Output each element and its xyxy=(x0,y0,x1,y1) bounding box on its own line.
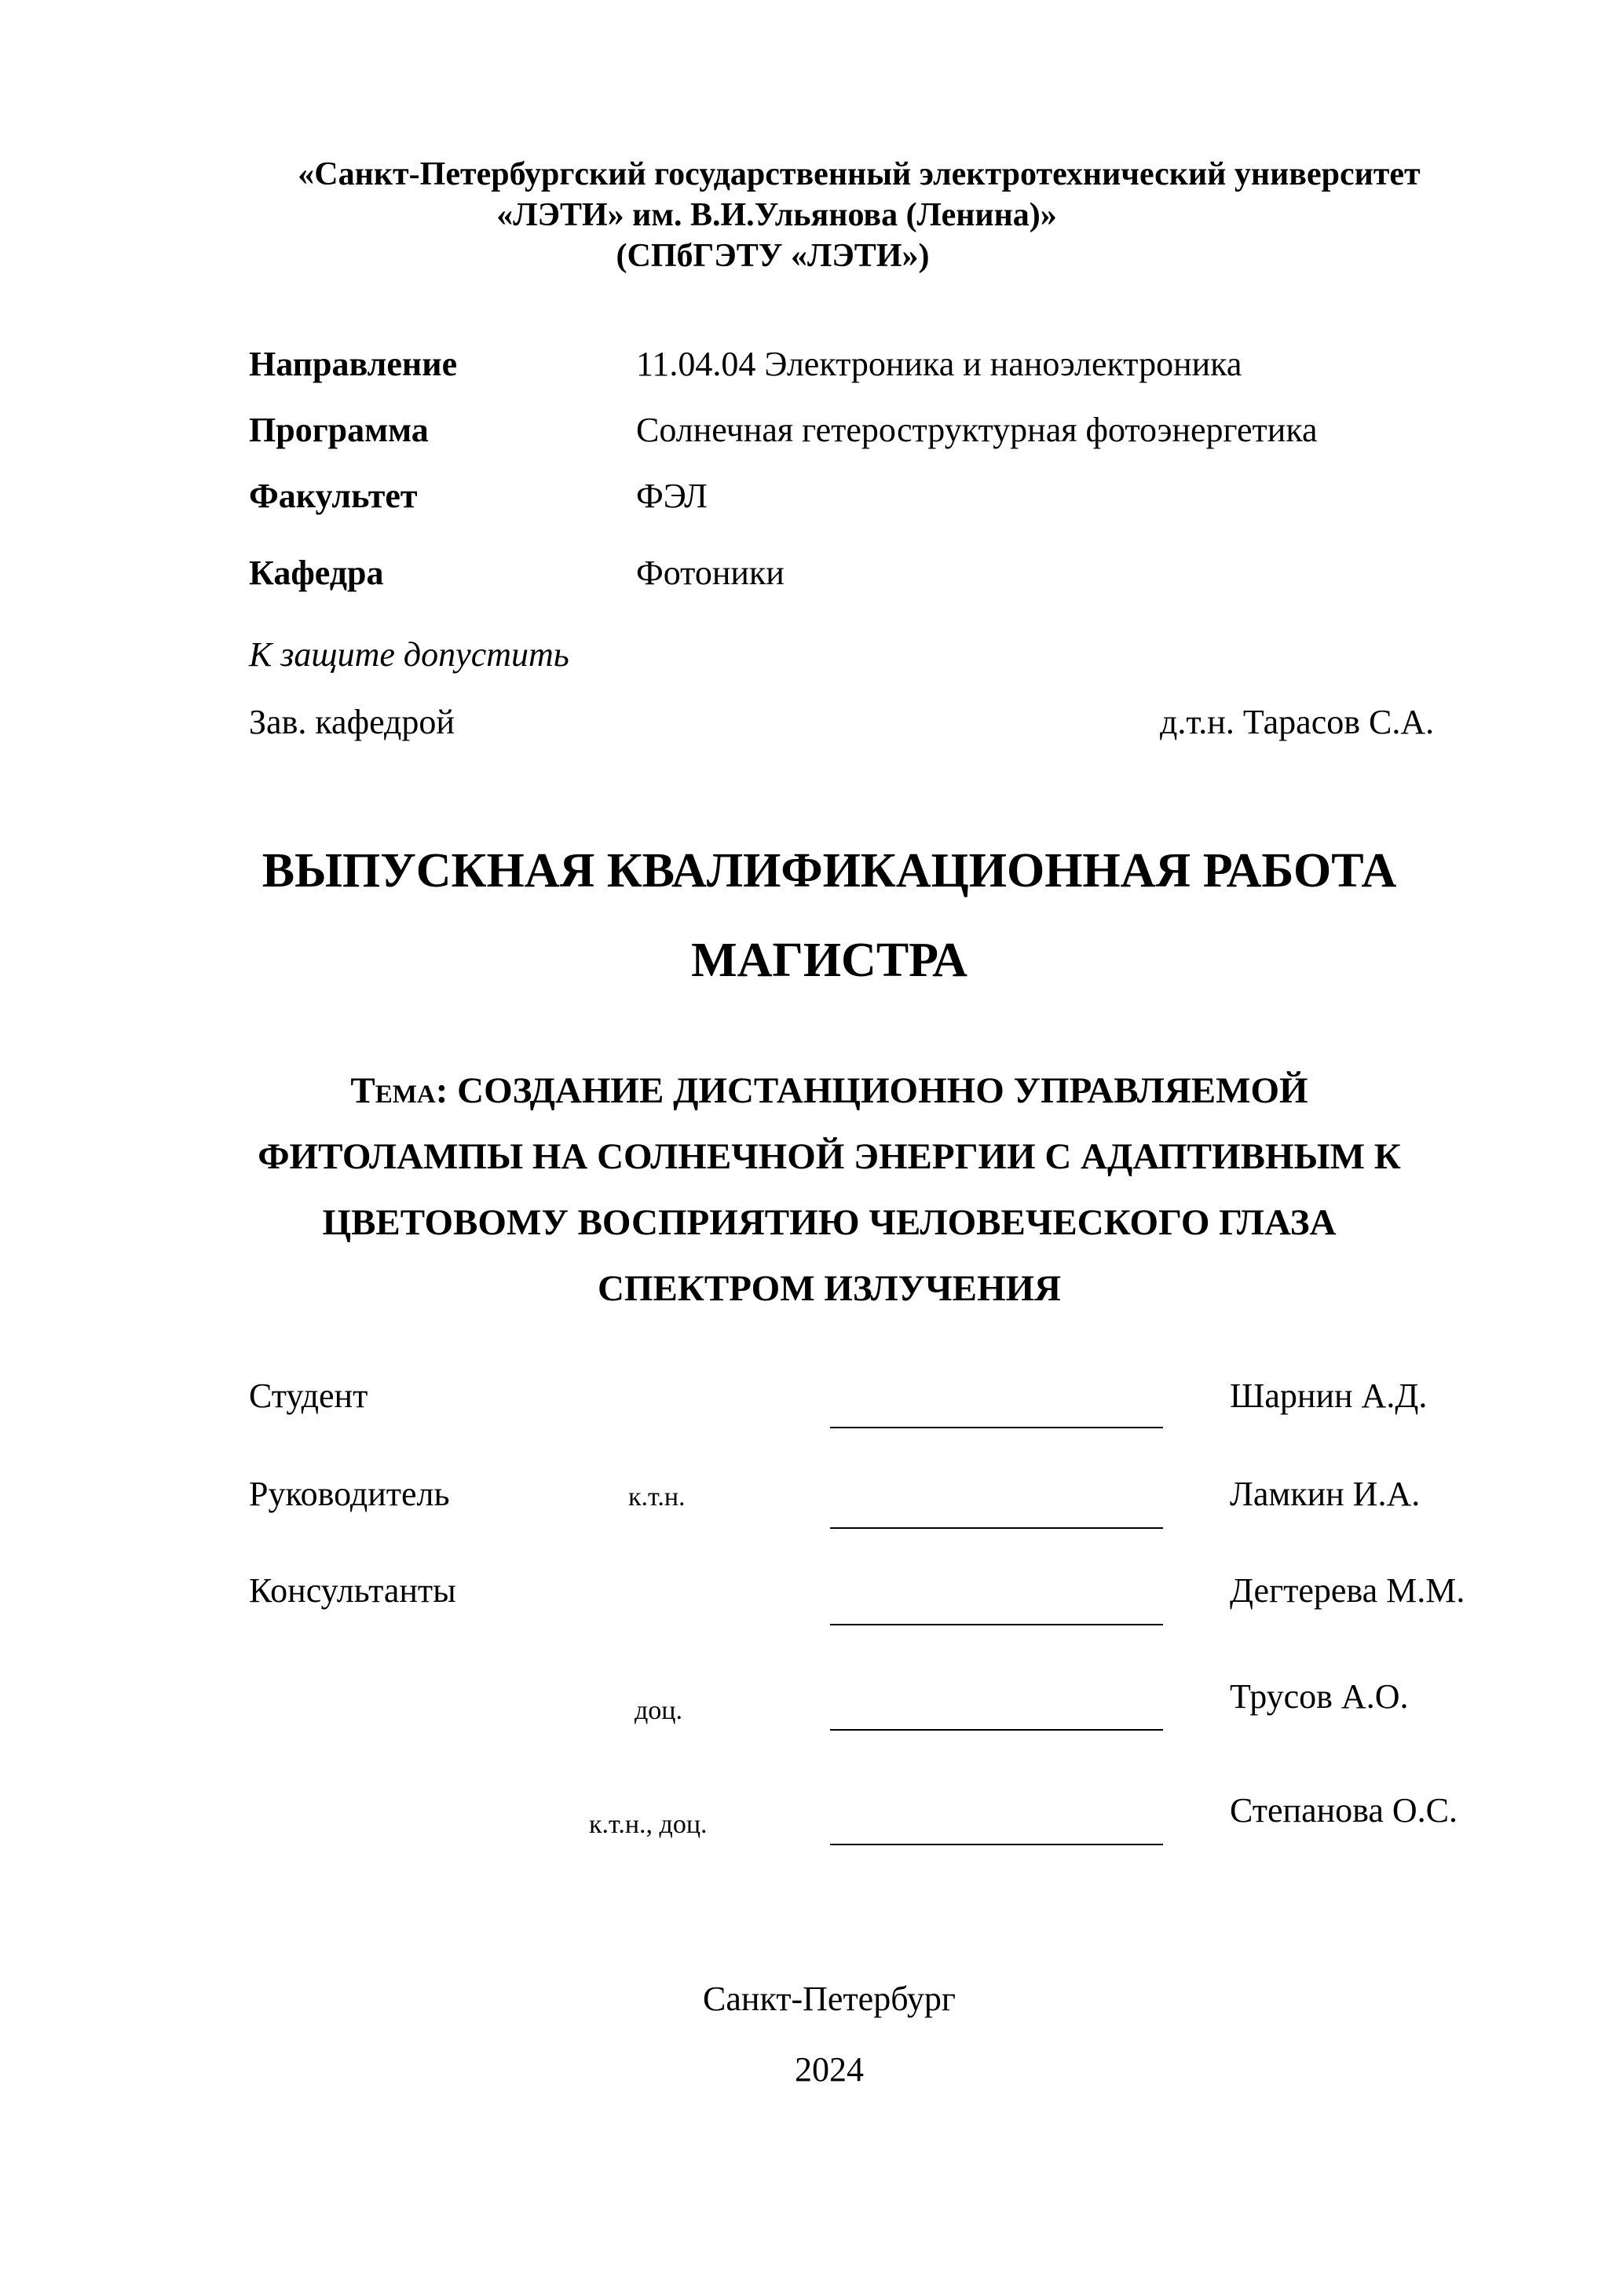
student-role: Студент xyxy=(249,1377,368,1415)
university-name-line1: «Санкт-Петербургский государственный электротехнический университет xyxy=(298,156,1421,192)
university-name-line2: «ЛЭТИ» им. В.И.Ульянова (Ленина)» xyxy=(496,197,1057,233)
head-of-department-title: Зав. кафедрой xyxy=(249,703,455,741)
supervisor-degree: к.т.н. xyxy=(628,1483,686,1512)
direction-label: Направление xyxy=(249,345,458,383)
theme-line2: ФИТОЛАМПЫ НА СОЛНЕЧНОЙ ЭНЕРГИИ С АДАПТИВНЫМ К xyxy=(258,1136,1401,1177)
theme-block xyxy=(0,1058,1624,1322)
consultants-role: Консультанты xyxy=(249,1571,456,1610)
consultant3-degree: к.т.н., доц. xyxy=(589,1810,708,1839)
program-value: Солнечная гетероструктурная фотоэнергетика xyxy=(636,411,1318,449)
faculty-label: Факультет xyxy=(249,477,418,515)
direction-value: 11.04.04 Электроника и наноэлектроника xyxy=(636,345,1242,383)
consultant2-name: Трусов А.О. xyxy=(1230,1677,1409,1716)
year: 2024 xyxy=(795,2050,864,2089)
work-title xyxy=(0,826,1624,1005)
faculty-value: ФЭЛ xyxy=(636,477,708,515)
supervisor-signature-line xyxy=(830,1527,1163,1529)
head-of-department-name: д.т.н. Тарасов С.А. xyxy=(1160,703,1435,741)
consultant1-signature-line xyxy=(830,1624,1163,1625)
consultant2-signature-line xyxy=(830,1729,1163,1731)
consultant2-degree: доц. xyxy=(635,1696,682,1725)
work-title-line1: ВЫПУСКНАЯ КВАЛИФИКАЦИОННАЯ РАБОТА xyxy=(262,844,1397,898)
university-header xyxy=(0,154,1624,276)
consultant3-signature-line xyxy=(830,1844,1163,1845)
supervisor-role: Руководитель xyxy=(249,1475,450,1513)
program-label: Программа xyxy=(249,411,429,449)
consultant1-name: Дегтерева М.М. xyxy=(1230,1571,1465,1610)
university-abbreviation: (СПбГЭТУ «ЛЭТИ») xyxy=(616,238,930,274)
theme-prefix: Тема: xyxy=(350,1070,448,1111)
admission-text: К защите допустить xyxy=(249,635,569,674)
student-name: Шарнин А.Д. xyxy=(1230,1377,1428,1415)
theme-line3: ЦВЕТОВОМУ ВОСПРИЯТИЮ ЧЕЛОВЕЧЕСКОГО ГЛАЗА xyxy=(322,1202,1337,1243)
work-title-line2: МАГИСТРА xyxy=(691,934,967,987)
theme-line4: СПЕКТРОМ ИЗЛУЧЕНИЯ xyxy=(597,1268,1062,1309)
department-label: Кафедра xyxy=(249,554,384,592)
city: Санкт-Петербург xyxy=(703,1980,956,2018)
consultant3-name: Степанова О.С. xyxy=(1230,1791,1458,1830)
student-signature-line xyxy=(830,1427,1163,1428)
department-value: Фотоники xyxy=(636,554,785,592)
supervisor-name: Ламкин И.А. xyxy=(1230,1475,1421,1513)
theme-line1: СОЗДАНИЕ ДИСТАНЦИОННО УПРАВЛЯЕМОЙ xyxy=(457,1070,1308,1111)
